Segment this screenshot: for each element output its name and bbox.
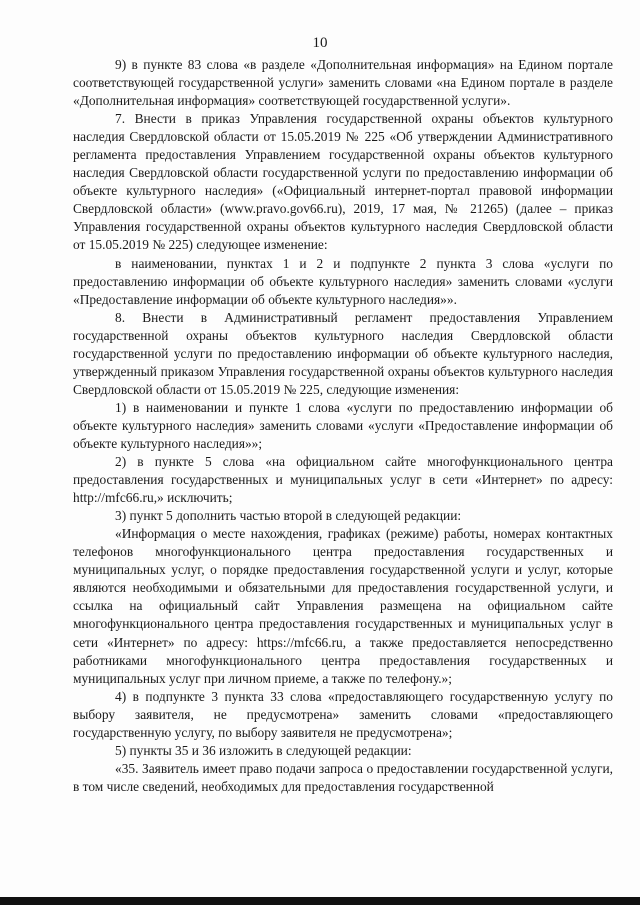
page-number: 10 bbox=[312, 35, 328, 51]
paragraph-section-7: 7. Внести в приказ Управления государственной охраны объектов культурного наследия Свердловской области от 15.05.2019 № 225 «Об утверждении Административного регламента предоставления Управлением государственной охраны объектов культурного наследия Свердловской области государственной услуги по предоставлению информации об объекте культурного наследия» («Официальный интернет-портал правовой информации Свердловской области» (www.pravo.gov66.ru), 2019, 17 мая, № 21265) (далее – приказ Управления государственной охраны объектов культурного наследия Свердловской области от 15.05.2019 № 225) следующее изменение: bbox=[73, 111, 613, 253]
paragraph-item-9: 9) в пункте 83 слова «в разделе «Дополнительная информация» на Едином портале соответствующей государственной услуги» заменить словами «на Едином портале в разделе «Дополнительная информация» соответствующей государственной услуги». bbox=[73, 57, 613, 109]
scan-bottom-edge bbox=[0, 897, 640, 905]
paragraph-change-3-text: «Информация о месте нахождения, графиках (режиме) работы, номерах контактных телефонов многофункционального центра предоставления государственных и муниципальных услуг, о порядке предоставления государственной услуги и услуг, которые являются необходимыми и обязательными для предоставления государственной услуги, и ссылка на официальный сайт Управления размещена на официальном сайте многофункционального центра предоставления государственных и муниципальных услуг в сети «Интернет» по адресу: https://mfc66.ru, а также предоставляется непосредственно работниками многофункционального центра предоставления государственных и муниципальных услуг при личном приеме, а также по телефону.»; bbox=[73, 526, 613, 686]
paragraph-item-35: «35. Заявитель имеет право подачи запроса о предоставлении государственной услуги, в том числе сведений, необходимых для предоставления государственной bbox=[73, 760, 613, 794]
paragraph-section-7-change: в наименовании, пунктах 1 и 2 и подпункте 2 пункта 3 слова «услуги по предоставлению информации об объекте культурного наследия» заменить словами «услуги «Предоставление информации об объекте культурного наследия»». bbox=[73, 255, 613, 307]
document-body bbox=[73, 56, 613, 796]
paragraph-section-8: 8. Внести в Административный регламент предоставления Управлением государственной охраны объектов культурного наследия Свердловской области государственной услуги по предоставлению информации об объекте культурного наследия, утвержденный приказом Управления государственной охраны объектов культурного наследия Свердловской области от 15.05.2019 № 225, следующие изменения: bbox=[73, 309, 613, 397]
paragraph-change-4: 4) в подпункте 3 пункта 33 слова «предоставляющего государственную услугу по выбору заявителя, не предусмотрена» заменить словами «предоставляющего государственную услугу, по выбору заявителя не предусмотрена»; bbox=[73, 688, 613, 740]
paragraph-change-3: 3) пункт 5 дополнить частью второй в следующей редакции: bbox=[115, 508, 462, 524]
paragraph-change-2: 2) в пункте 5 слова «на официальном сайте многофункционального центра предоставления государственных и муниципальных услуг в сети «Интернет» по адресу: http://mfc66.ru,» исключить; bbox=[73, 454, 613, 506]
paragraph-change-5: 5) пункты 35 и 36 изложить в следующей редакции: bbox=[115, 742, 412, 758]
paragraph-change-1: 1) в наименовании и пункте 1 слова «услуги по предоставлению информации об объекте культурного наследия» заменить словами «услуги «Предоставление информации об объекте культурного наследия»»; bbox=[73, 399, 613, 451]
